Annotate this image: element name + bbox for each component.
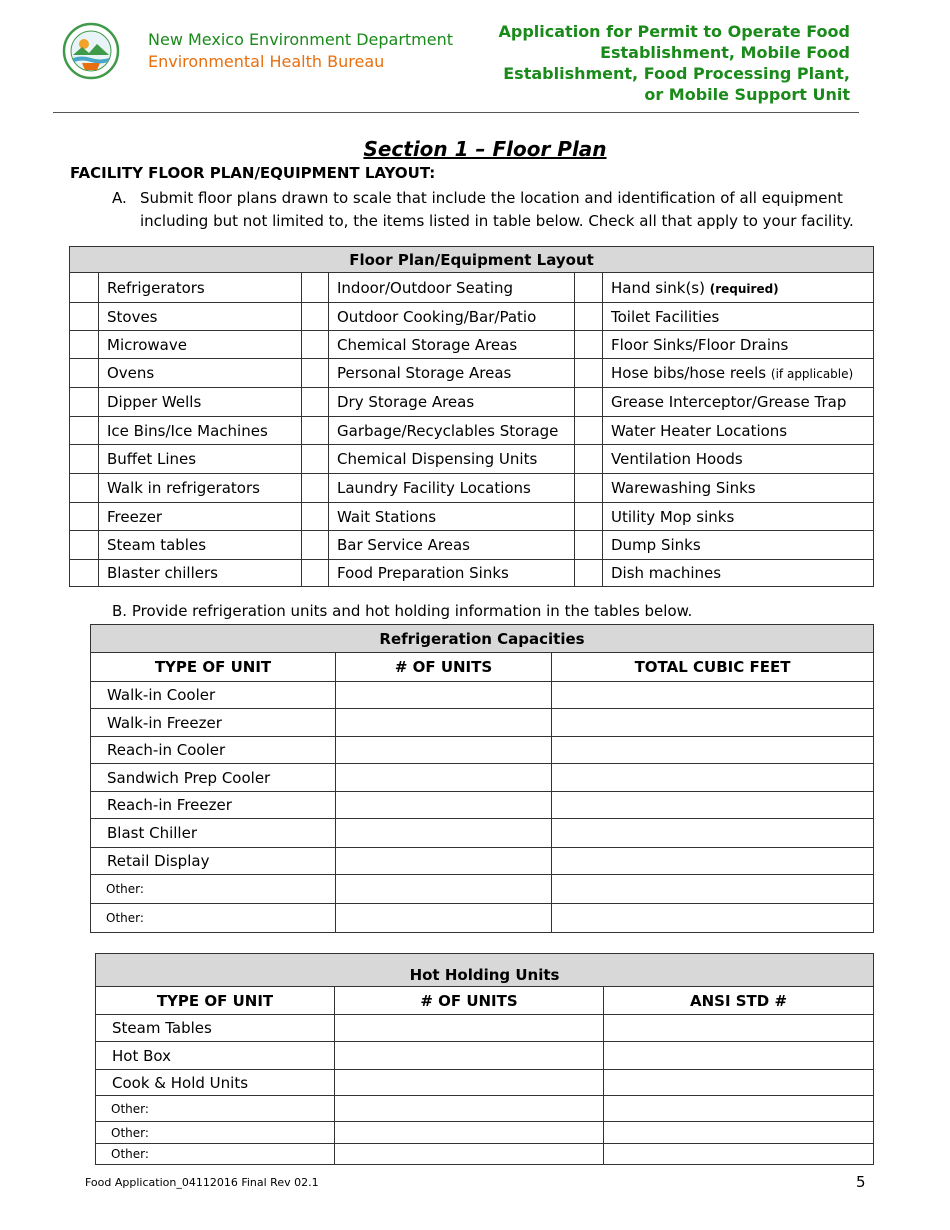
unit-value-field[interactable] — [552, 848, 874, 875]
unit-row — [91, 819, 874, 848]
equipment-label-text: Hose bibs/hose reels — [611, 364, 767, 382]
unit-value-field[interactable] — [604, 1144, 874, 1165]
equipment-label — [99, 445, 302, 474]
equipment-label-text: Walk in refrigerators — [107, 479, 260, 497]
equipment-label-text: Toilet Facilities — [611, 307, 720, 326]
other-unit-row — [96, 1122, 874, 1144]
checkbox-cell[interactable] — [575, 445, 603, 474]
equipment-label — [329, 445, 575, 474]
equipment-label-text: Buffet Lines — [107, 450, 197, 468]
equipment-label — [329, 531, 575, 560]
equipment-label-text: Water Heater Locations — [611, 421, 788, 440]
floor-plan-table-title: Floor Plan/Equipment Layout — [70, 247, 874, 273]
unit-row — [91, 709, 874, 737]
unit-type-label: Hot Box — [96, 1042, 335, 1070]
footer-doc-id: Food Application_04112016 Final Rev 02.1 — [85, 1176, 319, 1189]
floor-plan-row — [70, 474, 874, 503]
equipment-label-text: Refrigerators — [107, 278, 205, 297]
unit-count-field[interactable] — [336, 848, 552, 875]
equipment-label-text: Hand sink(s) — [611, 278, 705, 297]
equipment-label-text: Dish machines — [611, 564, 722, 582]
equipment-label — [99, 560, 302, 587]
refrigeration-table — [90, 624, 874, 933]
equipment-label-text: Ventilation Hoods — [611, 450, 743, 468]
col-header-type: TYPE OF UNIT — [96, 987, 335, 1015]
equipment-label — [99, 331, 302, 359]
other-unit-row — [96, 1144, 874, 1165]
col-header-units: # OF UNITS — [336, 653, 552, 682]
equipment-label — [603, 303, 874, 331]
unit-count-field[interactable] — [335, 1096, 604, 1122]
equipment-note: (if applicable) — [770, 367, 854, 381]
equipment-label-text: Laundry Facility Locations — [337, 479, 531, 497]
floor-plan-row — [70, 445, 874, 474]
equipment-label-text: Food Preparation Sinks — [337, 564, 509, 582]
unit-value-field[interactable] — [552, 819, 874, 848]
unit-value-field[interactable] — [604, 1042, 874, 1070]
equipment-label — [603, 417, 874, 445]
unit-type-label: Cook & Hold Units — [96, 1070, 335, 1096]
unit-row — [91, 764, 874, 792]
item-a-text: Submit floor plans drawn to scale that include the location and identification of all equipment including but not limited to, the items listed in table below. Check all that apply to your facility. — [140, 189, 854, 230]
unit-row — [96, 1070, 874, 1096]
other-label[interactable]: Other: — [91, 875, 336, 904]
equipment-label-text: Blaster chillers — [107, 564, 218, 582]
unit-value-field[interactable] — [604, 1015, 874, 1042]
unit-count-field[interactable] — [336, 875, 552, 904]
equipment-label-text: Indoor/Outdoor Seating — [337, 278, 514, 297]
checkbox-cell[interactable] — [302, 503, 329, 531]
facility-heading: FACILITY FLOOR PLAN/EQUIPMENT LAYOUT: — [70, 164, 436, 182]
unit-type-label: Retail Display — [91, 848, 336, 875]
equipment-label — [329, 503, 575, 531]
floor-plan-row — [70, 388, 874, 417]
unit-type-label: Walk-in Cooler — [91, 682, 336, 709]
nmed-logo — [62, 22, 120, 80]
equipment-label — [329, 417, 575, 445]
unit-count-field[interactable] — [336, 764, 552, 792]
checkbox-cell[interactable] — [70, 331, 99, 359]
equipment-label — [99, 503, 302, 531]
logo-sun — [79, 39, 89, 49]
page-number: 5 — [856, 1173, 866, 1191]
unit-row — [96, 1015, 874, 1042]
checkbox-cell[interactable] — [302, 388, 329, 417]
unit-count-field[interactable] — [336, 737, 552, 764]
unit-value-field[interactable] — [552, 682, 874, 709]
checkbox-cell[interactable] — [70, 273, 99, 303]
floor-plan-row — [70, 417, 874, 445]
equipment-label-text: Utility Mop sinks — [611, 507, 735, 526]
checkbox-cell[interactable] — [575, 531, 603, 560]
unit-value-field[interactable] — [604, 1122, 874, 1144]
equipment-label — [329, 560, 575, 587]
equipment-label — [99, 531, 302, 560]
section-title: Section 1 – Floor Plan — [363, 137, 607, 161]
col-header-units: # OF UNITS — [335, 987, 604, 1015]
equipment-label — [329, 388, 575, 417]
department-name: New Mexico Environment Department — [148, 30, 454, 49]
refrigeration-table-title: Refrigeration Capacities — [91, 625, 874, 653]
equipment-label-text: Warewashing Sinks — [611, 479, 756, 497]
unit-value-field[interactable] — [604, 1070, 874, 1096]
equipment-label — [603, 445, 874, 474]
checkbox-cell[interactable] — [302, 474, 329, 503]
equipment-label-text: Freezer — [107, 507, 163, 526]
unit-count-field[interactable] — [336, 792, 552, 819]
floor-plan-row — [70, 359, 874, 388]
checkbox-cell[interactable] — [575, 560, 603, 587]
checkbox-cell[interactable] — [302, 417, 329, 445]
checkbox-cell[interactable] — [302, 445, 329, 474]
col-header-type: TYPE OF UNIT — [91, 653, 336, 682]
equipment-label-text: Floor Sinks/Floor Drains — [611, 335, 789, 354]
hot-holding-table-title: Hot Holding Units — [96, 954, 874, 987]
equipment-label-text: Bar Service Areas — [337, 536, 470, 554]
equipment-label — [99, 359, 302, 388]
logo-pot — [82, 63, 100, 70]
col-header-ansi: ANSI STD # — [604, 987, 874, 1015]
equipment-label — [603, 273, 874, 303]
unit-row — [91, 737, 874, 764]
equipment-label-text: Chemical Storage Areas — [337, 335, 518, 354]
floor-plan-row — [70, 560, 874, 587]
checkbox-cell[interactable] — [70, 417, 99, 445]
equipment-label — [603, 560, 874, 587]
unit-count-field[interactable] — [335, 1144, 604, 1165]
equipment-label-text: Personal Storage Areas — [337, 364, 512, 382]
unit-count-field[interactable] — [336, 682, 552, 709]
floor-plan-table — [69, 246, 874, 587]
application-title — [470, 21, 850, 105]
unit-value-field[interactable] — [604, 1096, 874, 1122]
col-header-cubic-feet: TOTAL CUBIC FEET — [552, 653, 874, 682]
equipment-label-text: Chemical Dispensing Units — [337, 450, 538, 468]
equipment-label-text: Dipper Wells — [107, 393, 202, 411]
checkbox-cell[interactable] — [575, 474, 603, 503]
checkbox-cell[interactable] — [302, 331, 329, 359]
floor-plan-row — [70, 303, 874, 331]
item-b-text: B. Provide refrigeration units and hot holding information in the tables below. — [112, 602, 693, 620]
checkbox-cell[interactable] — [575, 331, 603, 359]
equipment-label — [99, 303, 302, 331]
floor-plan-row — [70, 503, 874, 531]
bureau-name: Environmental Health Bureau — [148, 52, 385, 71]
equipment-label — [329, 331, 575, 359]
equipment-label — [603, 503, 874, 531]
floor-plan-row — [70, 331, 874, 359]
title-line: or Mobile Support Unit — [644, 85, 850, 104]
equipment-label-text: Dry Storage Areas — [337, 393, 475, 411]
title-line: Establishment, Food Processing Plant, — [503, 64, 850, 83]
equipment-label — [603, 359, 874, 388]
unit-type-label: Reach-in Cooler — [91, 737, 336, 764]
unit-value-field[interactable] — [552, 709, 874, 737]
other-label[interactable]: Other: — [96, 1144, 335, 1165]
unit-count-field[interactable] — [336, 904, 552, 933]
checkbox-cell[interactable] — [575, 303, 603, 331]
equipment-label — [603, 531, 874, 560]
hot-holding-table — [95, 953, 874, 1165]
unit-row — [96, 1042, 874, 1070]
equipment-label-text: Stoves — [107, 307, 158, 326]
unit-type-label: Reach-in Freezer — [91, 792, 336, 819]
unit-value-field[interactable] — [552, 875, 874, 904]
checkbox-cell[interactable] — [70, 303, 99, 331]
unit-count-field[interactable] — [336, 819, 552, 848]
equipment-label-text: Microwave — [107, 335, 187, 354]
checkbox-cell[interactable] — [70, 388, 99, 417]
unit-count-field[interactable] — [335, 1015, 604, 1042]
header-divider — [53, 112, 859, 113]
equipment-label — [603, 331, 874, 359]
equipment-label — [603, 474, 874, 503]
equipment-label-text: Wait Stations — [337, 507, 437, 526]
checkbox-cell[interactable] — [302, 273, 329, 303]
equipment-label-text: Garbage/Recyclables Storage — [337, 421, 559, 440]
equipment-label-text: Dump Sinks — [611, 536, 701, 554]
checkbox-cell[interactable] — [575, 503, 603, 531]
checkbox-cell[interactable] — [302, 560, 329, 587]
other-label[interactable]: Other: — [91, 904, 336, 933]
unit-count-field[interactable] — [335, 1070, 604, 1096]
unit-count-field[interactable] — [336, 709, 552, 737]
unit-type-label: Walk-in Freezer — [91, 709, 336, 737]
floor-plan-row — [70, 531, 874, 560]
checkbox-cell[interactable] — [302, 531, 329, 560]
equipment-label-text: Ovens — [107, 364, 155, 382]
unit-value-field[interactable] — [552, 764, 874, 792]
checkbox-cell[interactable] — [575, 388, 603, 417]
checkbox-cell[interactable] — [575, 417, 603, 445]
equipment-label — [99, 474, 302, 503]
equipment-label — [99, 417, 302, 445]
equipment-label-text: Outdoor Cooking/Bar/Patio — [337, 307, 537, 326]
equipment-label-text: Steam tables — [107, 536, 207, 554]
checkbox-cell[interactable] — [70, 531, 99, 560]
equipment-label — [329, 359, 575, 388]
checkbox-cell[interactable] — [70, 445, 99, 474]
floor-plan-row — [70, 273, 874, 303]
unit-count-field[interactable] — [335, 1042, 604, 1070]
other-label[interactable]: Other: — [96, 1096, 335, 1122]
title-line: Application for Permit to Operate Food — [498, 22, 850, 41]
equipment-label — [329, 474, 575, 503]
checkbox-cell[interactable] — [302, 359, 329, 388]
unit-value-field[interactable] — [552, 737, 874, 764]
other-label[interactable]: Other: — [96, 1122, 335, 1144]
unit-count-field[interactable] — [335, 1122, 604, 1144]
equipment-label — [99, 388, 302, 417]
unit-type-label: Blast Chiller — [91, 819, 336, 848]
unit-value-field[interactable] — [552, 792, 874, 819]
checkbox-cell[interactable] — [575, 359, 603, 388]
checkbox-cell[interactable] — [575, 273, 603, 303]
item-a-letter: A. — [112, 189, 127, 207]
other-unit-row — [91, 875, 874, 904]
unit-row — [91, 682, 874, 709]
checkbox-cell[interactable] — [302, 303, 329, 331]
other-unit-row — [91, 904, 874, 933]
equipment-label — [99, 273, 302, 303]
equipment-note: (required) — [709, 281, 779, 296]
checkbox-cell[interactable] — [70, 474, 99, 503]
equipment-label — [329, 273, 575, 303]
unit-type-label: Sandwich Prep Cooler — [91, 764, 336, 792]
title-line: Establishment, Mobile Food — [600, 43, 850, 62]
equipment-label — [603, 388, 874, 417]
other-unit-row — [96, 1096, 874, 1122]
checkbox-cell[interactable] — [70, 359, 99, 388]
checkbox-cell[interactable] — [70, 503, 99, 531]
equipment-label — [329, 303, 575, 331]
unit-row — [91, 792, 874, 819]
unit-row — [91, 848, 874, 875]
checkbox-cell[interactable] — [70, 560, 99, 587]
equipment-label-text: Ice Bins/Ice Machines — [107, 421, 268, 440]
unit-type-label: Steam Tables — [96, 1015, 335, 1042]
unit-value-field[interactable] — [552, 904, 874, 933]
equipment-label-text: Grease Interceptor/Grease Trap — [611, 393, 847, 411]
